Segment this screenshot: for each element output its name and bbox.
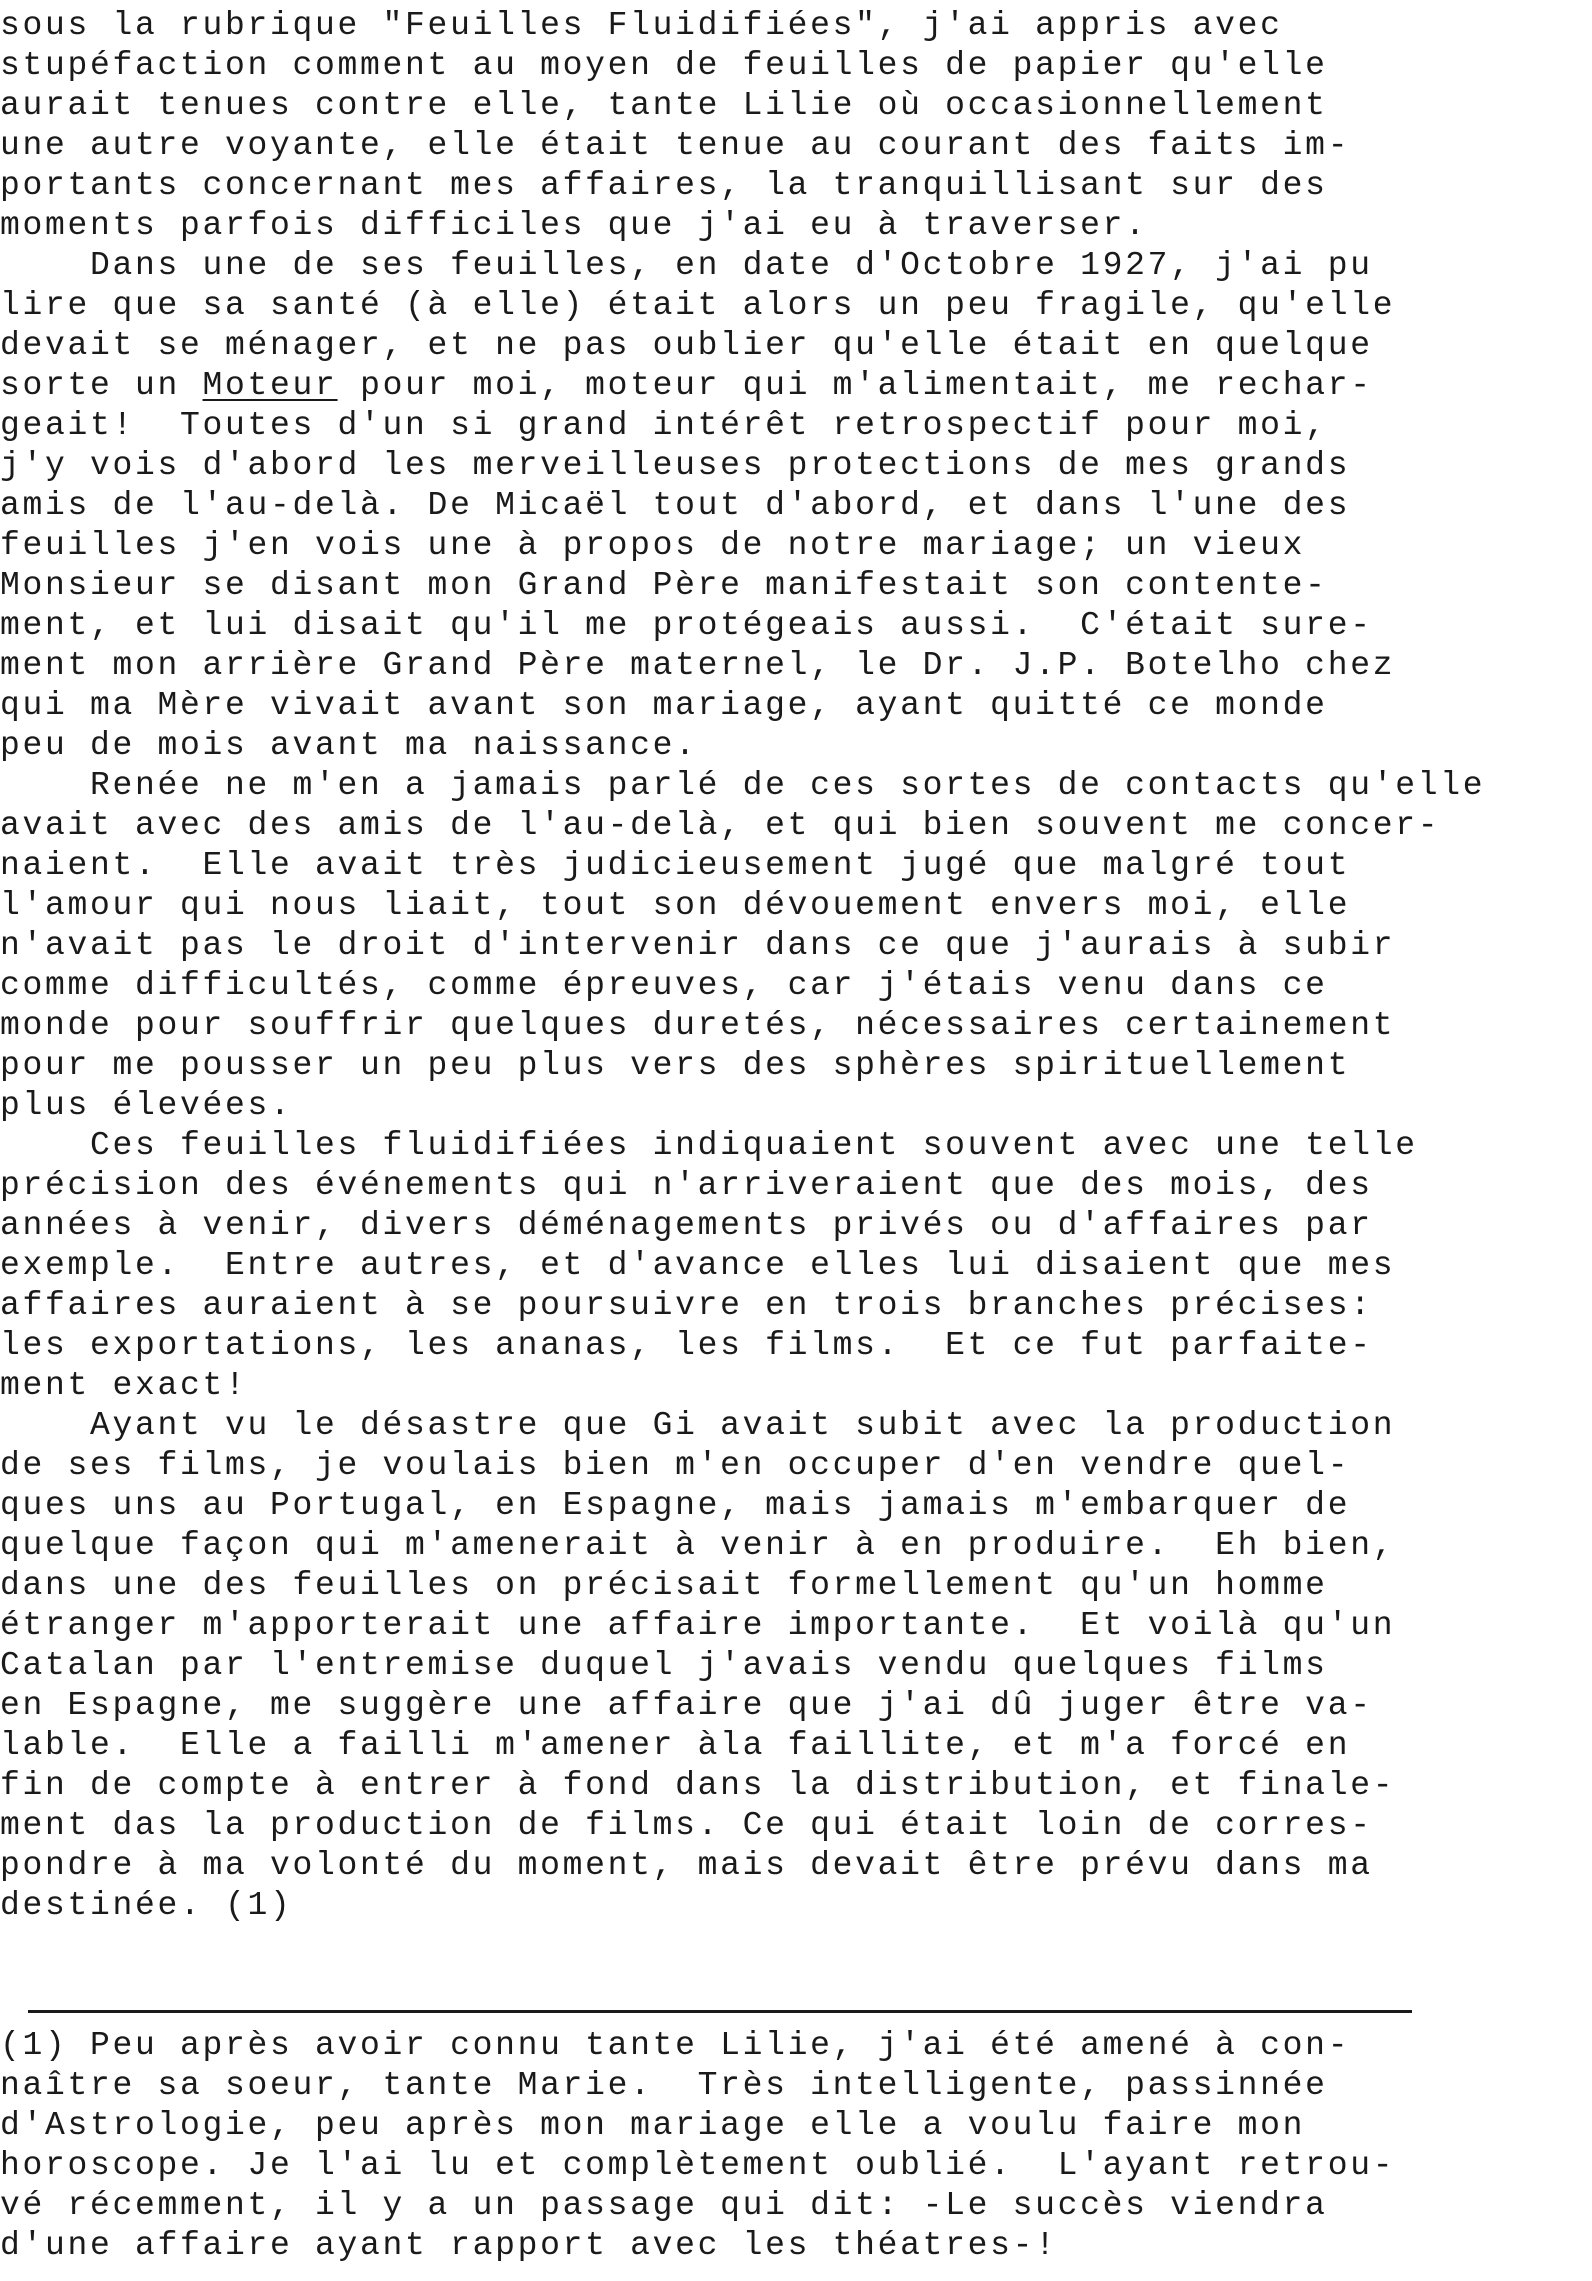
footnote-divider: [28, 2010, 1412, 2013]
body-line: lire que sa santé (à elle) était alors un peu fragile, qu'elle: [0, 287, 1396, 324]
body-line: l'amour qui nous liait, tout son dévouement envers moi, elle: [0, 887, 1351, 924]
body-line: pour me pousser un peu plus vers des sphères spirituellement: [0, 1047, 1351, 1084]
body-line: moments parfois difficiles que j'ai eu à traverser.: [0, 207, 1148, 244]
footnote-line: horoscope. Je l'ai lu et complètement oublié. L'ayant retrou-: [0, 2147, 1396, 2184]
body-line: peu de mois avant ma naissance.: [0, 727, 698, 764]
body-line: geait! Toutes d'un si grand intérêt retrospectif pour moi,: [0, 407, 1328, 444]
body-line: monde pour souffrir quelques duretés, nécessaires certainement: [0, 1007, 1396, 1044]
body-line: une autre voyante, elle était tenue au courant des faits im-: [0, 127, 1351, 164]
body-line: portants concernant mes affaires, la tranquillisant sur des: [0, 167, 1328, 204]
body-line: avait avec des amis de l'au-delà, et qui bien souvent me concer-: [0, 807, 1441, 844]
body-line: pondre à ma volonté du moment, mais devait être prévu dans ma: [0, 1847, 1373, 1884]
body-line: naient. Elle avait très judicieusement jugé que malgré tout: [0, 847, 1351, 884]
body-line: Monsieur se disant mon Grand Père manifestait son contente-: [0, 567, 1328, 604]
body-line: exemple. Entre autres, et d'avance elles lui disaient que mes: [0, 1247, 1396, 1284]
body-line: ment exact!: [0, 1367, 248, 1404]
body-line: en Espagne, me suggère une affaire que j'ai dû juger être va-: [0, 1687, 1373, 1724]
body-line: Catalan par l'entremise duquel j'avais vendu quelques films: [0, 1647, 1328, 1684]
body-line: de ses films, je voulais bien m'en occuper d'en vendre quel-: [0, 1447, 1351, 1484]
footnote-line: d'Astrologie, peu après mon mariage elle a voulu faire mon: [0, 2107, 1306, 2144]
body-line: Ayant vu le désastre que Gi avait subit avec la production: [0, 1407, 1396, 1444]
body-line: précision des événements qui n'arriveraient que des mois, des: [0, 1167, 1373, 1204]
body-line: destinée. (1): [0, 1887, 293, 1924]
body-line: années à venir, divers déménagements privés ou d'affaires par: [0, 1207, 1373, 1244]
body-line: sous la rubrique "Feuilles Fluidifiées", j'ai appris avec: [0, 7, 1283, 44]
body-line: stupéfaction comment au moyen de feuilles de papier qu'elle: [0, 47, 1328, 84]
body-line: étranger m'apporterait une affaire importante. Et voilà qu'un: [0, 1607, 1396, 1644]
body-line: qui ma Mère vivait avant son mariage, ayant quitté ce monde: [0, 687, 1328, 724]
body-line: Dans une de ses feuilles, en date d'Octobre 1927, j'ai pu: [0, 247, 1373, 284]
footnote-line: vé récemment, il y a un passage qui dit: -Le succès viendra: [0, 2187, 1328, 2224]
body-line: fin de compte à entrer à fond dans la distribution, et finale-: [0, 1767, 1396, 1804]
footnote-line: d'une affaire ayant rapport avec les théatres-!: [0, 2227, 1058, 2264]
underlined-word: Moteur: [202, 367, 338, 404]
body-line: amis de l'au-delà. De Micaël tout d'abord, et dans l'une des: [0, 487, 1351, 524]
body-line: comme difficultés, comme épreuves, car j'étais venu dans ce: [0, 967, 1328, 1004]
body-line: quelque façon qui m'amenerait à venir à en produire. Eh bien,: [0, 1527, 1396, 1564]
footnote-line: naître sa soeur, tante Marie. Très intelligente, passinnée: [0, 2067, 1328, 2104]
body-line: n'avait pas le droit d'intervenir dans ce que j'aurais à subir: [0, 927, 1396, 964]
body-line: Ces feuilles fluidifiées indiquaient souvent avec une telle: [0, 1127, 1418, 1164]
body-line: Renée ne m'en a jamais parlé de ces sortes de contacts qu'elle: [0, 767, 1486, 804]
body-line: affaires auraient à se poursuivre en trois branches précises:: [0, 1287, 1373, 1324]
body-line: j'y vois d'abord les merveilleuses protections de mes grands: [0, 447, 1351, 484]
footnote-line: (1) Peu après avoir connu tante Lilie, j'ai été amené à con-: [0, 2027, 1351, 2064]
body-line: ment, et lui disait qu'il me protégeais aussi. C'était sure-: [0, 607, 1373, 644]
body-line: feuilles j'en vois une à propos de notre mariage; un vieux: [0, 527, 1306, 564]
body-line: ques uns au Portugal, en Espagne, mais jamais m'embarquer de: [0, 1487, 1351, 1524]
body-line: plus élevées.: [0, 1087, 293, 1124]
body-line: aurait tenues contre elle, tante Lilie où occasionnellement: [0, 87, 1328, 124]
body-line: les exportations, les ananas, les films. Et ce fut parfaite-: [0, 1327, 1373, 1364]
body-line: dans une des feuilles on précisait formellement qu'un homme: [0, 1567, 1328, 1604]
body-line: lable. Elle a failli m'amener àla faillite, et m'a forcé en: [0, 1727, 1351, 1764]
body-line: devait se ménager, et ne pas oublier qu'elle était en quelque: [0, 327, 1373, 364]
body-line: ment das la production de films. Ce qui était loin de corres-: [0, 1807, 1373, 1844]
body-line: ment mon arrière Grand Père maternel, le Dr. J.P. Botelho chez: [0, 647, 1396, 684]
body-line: sorte un Moteur pour moi, moteur qui m'alimentait, me rechar-: [0, 367, 1373, 404]
